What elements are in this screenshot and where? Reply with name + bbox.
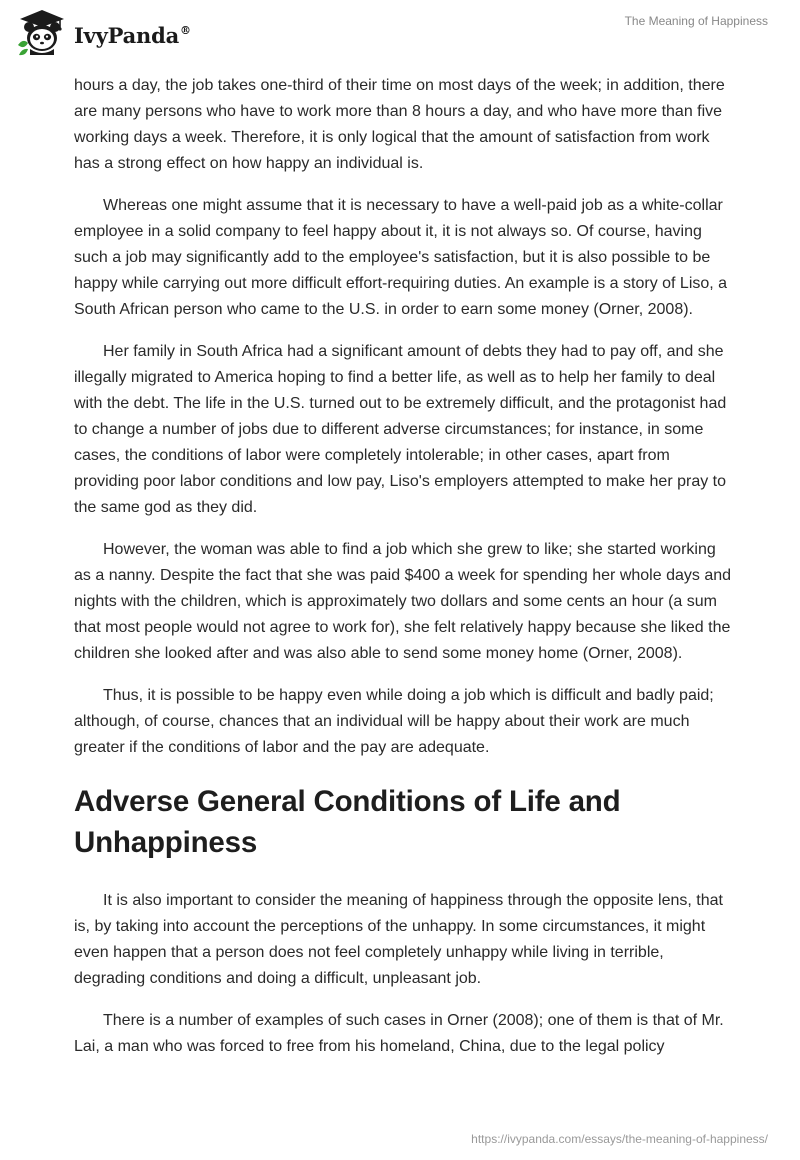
essay-body: [74, 73, 734, 1076]
body-paragraph: hours a day, the job takes one-third of their time on most days of the week; in addition, there are many persons who have to work more than 8 hours a day, and who have more than five working days a week. Therefore, it is only logical that the amount of satisfaction from work has a strong effect on how happy an individual is.: [74, 77, 725, 172]
section-heading: Adverse General Conditions of Life and Unhappiness: [74, 785, 621, 859]
page-header: [0, 0, 800, 66]
body-paragraph: There is a number of examples of such cases in Orner (2008); one of them is that of Mr. Lai, a man who was forced to free from his homeland, China, due to the legal policy: [74, 1012, 724, 1055]
brand-name: IvyPanda®: [74, 22, 191, 48]
body-paragraph: Whereas one might assume that it is necessary to have a well-paid job as a white-collar employee in a solid company to feel happy about it, it is not always so. Of course, having such a job may significantly add to the employee's satisfaction, but it is also possible to be happy while carrying out more difficult effort-requiring duties. An example is a story of Liso, a South African person who came to the U.S. in order to earn some money (Orner, 2008).: [74, 197, 728, 318]
body-paragraph: Her family in South Africa had a significant amount of debts they had to pay off, and she illegally migrated to America hoping to find a better life, as well as to help her family to deal with the debt. The life in the U.S. turned out to be extremely difficult, and the protagonist had to change a number of jobs due to different adverse circumstances; for instance, in some cases, the conditions of labor were completely intolerable; in other cases, apart from providing poor labor conditions and low pay, Liso's employers attempted to make her pray to the same god as they did.: [74, 343, 727, 516]
source-url[interactable]: https://ivypanda.com/essays/the-meaning-of-happiness/: [471, 1132, 768, 1146]
ivypanda-logo[interactable]: [16, 8, 191, 58]
body-paragraph: However, the woman was able to find a job which she grew to like; she started working as a nanny. Despite the fact that she was paid $400 a week for spending her whole days and nights with the children, which is approximately two dollars and some cents an hour (a sum that most people would not agree to work for), she felt relatively happy because she liked the children she looked after and was also able to send some money home (Orner, 2008).: [74, 541, 732, 662]
body-paragraph: It is also important to consider the meaning of happiness through the opposite lens, that is, by taking into account the perceptions of the unhappy. In some circumstances, it might even happen that a person does not feel completely unhappy while living in terrible, degrading conditions and doing a difficult, unpleasant job.: [74, 892, 723, 987]
document-running-title: The Meaning of Happiness: [624, 14, 768, 28]
panda-logo-icon: [16, 8, 68, 58]
body-paragraph: Thus, it is possible to be happy even while doing a job which is difficult and badly paid; although, of course, chances that an individual will be happy about their work are much greater if the conditions of labor and the pay are adequate.: [74, 687, 714, 756]
